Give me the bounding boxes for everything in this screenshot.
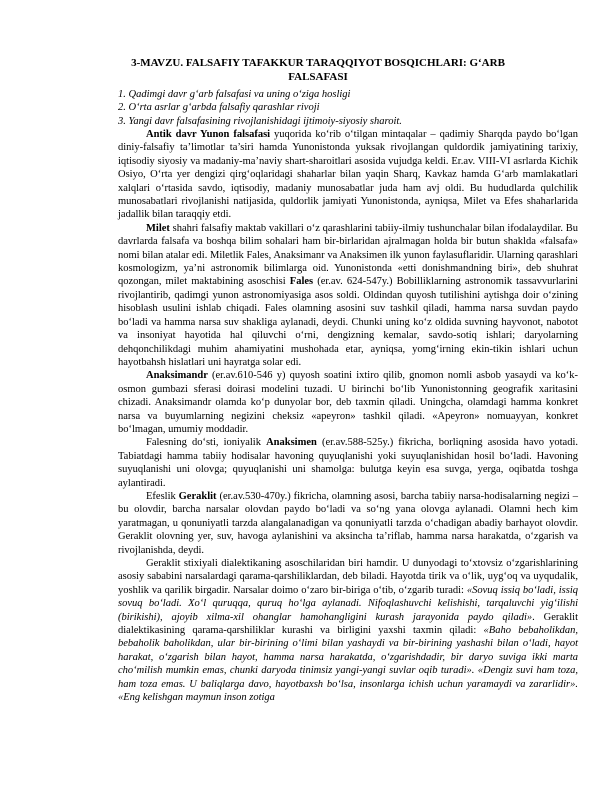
paragraph-text: . Geraklit dialektikasining qarama-qarshiliklar kurashi va birligini yaxshi taxmin qiladi: (118, 611, 579, 637)
page-title: 3-MAVZU. FALSAFIY TAFAKKUR TARAQQIYOT BOSQICHLARI: G‘ARB FALSAFASI (131, 57, 505, 83)
term-fales: Fales (289, 276, 314, 288)
paragraph-antique-philosophy (118, 128, 578, 222)
quote-text: «Sovuq issiq bo‘ladi, issiq sovuq bo‘ladi. Xo‘l quruqqa, quruq ho‘lga aylanadi. Nifoqlashuvchi kelishishi, tarqaluvchi yig‘ilishi (birikishi), ajoyib xilma-xil ohanglar hamohangligini kurash jarayonida paydo qiladi» (118, 584, 578, 623)
term-geraklit: Geraklit (178, 490, 217, 502)
term-milet: Milet (146, 222, 170, 234)
paragraph-geraklit (118, 490, 578, 557)
paragraph-text: shahri falsafiy maktab vakillari o‘z qarashlarini tabiiy-ilmiy tushunchalar bilan ifodalaydilar. Bu davrlarda falsafa va boshqa bilim sohalari ham bir-birlaridan ajralmagan holda bir butun shaklda «falsafa» nomi bilan atalar edi. Miletlik Fales, Anaksimanr va Anaksimen ilk yunon faylasuflaridir. Ularning qarashlari kosmologizm, ya’ni astronomik bilimlarga oid. Yunonistonda «etti donishmandning biri», deb shuhrat qozongan, milet maktabining asoschisi (118, 222, 578, 288)
paragraph-text: yuqorida ko‘rib o‘tilgan mintaqalar – qadimiy Sharqda paydo bo‘lgan diniy-falsafiy ta’limotlar ta’siri hamda Yunonistonda yuksak rivojlangan quldordik jamiyatining tarixiy, iqtisodiy siyosiy va madaniy-ma’naviy shart-sharoitlari asosida vujudga keldi. Er.av. VIII-VI asrlarda Kichik Osiyo, O‘rta yer dengizi qirg‘oqlaridagi shaharlar bilan yaqin Sharq, Kavkaz hamda G‘arb mamlakatlari xalqlari o‘rtasida savdo, iqtisodiy, madaniy munosabatlar juda ham avj oldi. Bu hududlarda qulchilik munosabatlari rivojlanishi natijasida, quldorlik jamiyati Yunonistonda, ayniqsa, Milet va Efes shaharlarida jadallik bilan taraqqiy etdi. (118, 129, 579, 221)
paragraph-text: (er.av.530-470y.) fikricha, olamning asosi, barcha tabiiy narsa-hodisalarning negizi – bu olovdir, barcha narsalar olovdan paydo bo‘ladi va so‘ng yana olovga aylanadi. Olamni hech kim yaratmagan, u qonuniyatli tarzda alangalanadigan va qonuniyatli tarzda o‘chadigan abadiy barhayot olovdir. Geraklit olovning yer, suv, havoga aylanishini va aksincha ta’riflab, hamma narsa harakatda, o‘zgarish va rivojlanishda, deydi. (118, 490, 578, 556)
paragraph-anaksimen (118, 436, 578, 490)
paragraph-text: (er.av.588-525y.) fikricha, borliqning asosida havo yotadi. Tabiatdagi hamma tabiiy hodisalar havoning quyuqlanishi yoki suyuqlanishidan hosil bo‘ladi. Havoning suyuqlanishi uni olovga; quyuqlanishi uni shamolga: bulutga keyin esa suvga, yerga, oqibatda toshga aylantiradi. (118, 437, 578, 489)
term-anaksimandr: Anaksimandr (146, 370, 208, 382)
paragraph-text: Geraklit stixiyali dialektikaning asoschilaridan biri hamdir. U dunyodagi to‘xtovsiz o‘zgarishlarining asosiy sababini narsalardagi qarama-qarshiliklardan, deb biladi. Hayotda tirik va o‘lik, uyg‘oq va uyqudalik, yoshlik va qarilik birgadir. Narsalar doimo o‘zaro bir-biriga o‘tib, o‘zgarib turadi: (118, 558, 578, 596)
term-anaksimen: Anaksimen (266, 437, 317, 449)
paragraph-text: Falesning do‘sti, ioniyalik (146, 437, 267, 449)
quote-text: «Baho bebaholikdan, bebaholik baholikdan, ular bir-birining o‘limi bilan yashaydi va bir-birining yashashi bilan o‘ladi, hayot harakat, o‘zgarish bilan hayot, hamma narsa harakatda, o‘zgarishdadir, bir daryo suviga ikki marta cho‘milish mumkin emas, chunki daryoda tinimsiz yangi-yangi suvlar oqib turadi». «Dengiz suvi ham toza, ham toza emas. U baliqlarga davo, hayotbaxsh bo‘lsa, insonlarga ichish uchun yaramaydi va zararlidir». «Eng kelishgan maymun inson zotiga (118, 625, 578, 704)
paragraph-milet (118, 222, 578, 369)
term-antique-philosophy: Antik davr Yunon falsafasi (146, 129, 271, 140)
plan-item: 2. O‘rta asrlar g‘arbda falsafiy qarashlar rivoji (118, 102, 320, 114)
plan-item: 3. Yangi davr falsafasining rivojlanishidagi ijtimoiy-siyosiy sharoit. (118, 115, 402, 127)
document-body (118, 128, 578, 704)
paragraph-text: (er.av. 624-547y.) Bobilliklarning astronomik tassavvurlarini rivojlantirib, qadimgi yunon astronomiyasiga asos soldi. Oldindan quyosh tutilishini aytishga doir o‘zining hisoblash usulini ishlab chiqadi. Fales olamning asosini suv tashkil qiladi, hamma narsa suvdan paydo bo‘ladi va hamma narsa suv shakliga aylanadi, deydi. Chunki uning ko‘z oldida suvning hayvonot, nabotot va insoniyat hayotida hal qiluvchi o‘rni, dengizning kemalar, savdo-sotiq ishlari; daryolarning dehqonchilikdagi muhim ahamiyatini mushohada etar, ayniqsa, yomg‘irning ekin-tikin ishlari uchun hayotbahsh hislatlari uni hayratga solar edi. (118, 276, 578, 368)
paragraph-anaksimandr (118, 369, 578, 436)
paragraph-text: (er.av.610-546 y) quyosh soatini ixtiro qilib, gnomon nomli asbob yasaydi va ko‘k-osmon gumbazi sferasi doirasi modelini tuzadi. U birinchi bo‘lib Yunonistonning geografik xaritasini chizadi. Anaksimandr olamda ko‘p dunyolar bor, deb taxmin qiladi. Uningcha, olamdagi hamma konkret narsa va buyumlarning negizini cheksiz «apeyron» tashkil qiladi. «Apeyron» nomuayyan, konkret bo‘lmagan, umumiy moddadir. (118, 370, 578, 435)
paragraph-dialectics (118, 557, 578, 704)
paragraph-text: Efeslik (146, 490, 179, 502)
topic-plan (118, 88, 578, 128)
plan-item: 1. Qadimgi davr g‘arb falsafasi va uning o‘ziga hosligi (118, 89, 351, 100)
